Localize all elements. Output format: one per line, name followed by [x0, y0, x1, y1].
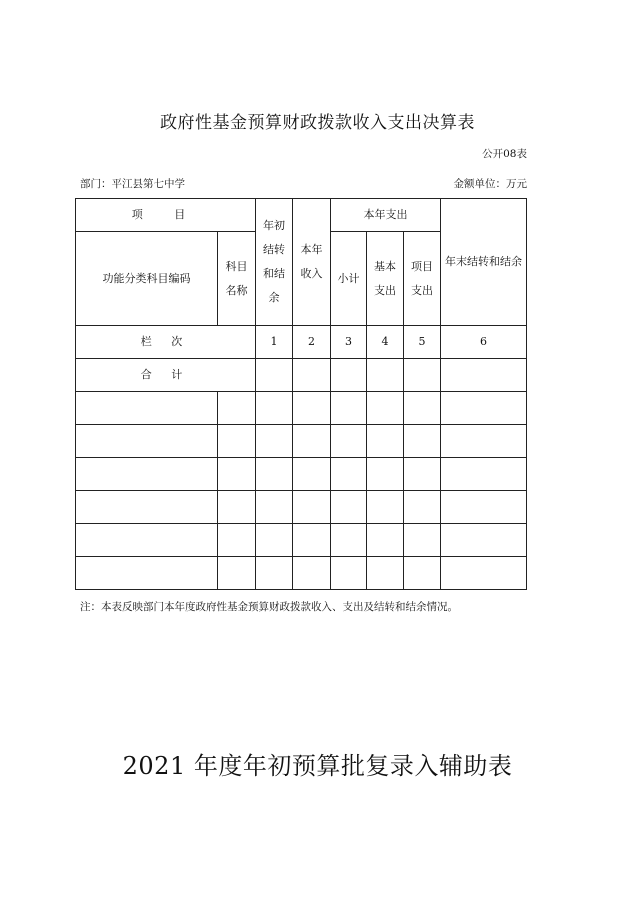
header-begin-balance: 年初结转和结余 [256, 199, 293, 326]
table-cell [218, 557, 256, 590]
table-cell [441, 524, 527, 557]
header-current-income: 本年收入 [293, 199, 331, 326]
table-cell [367, 458, 404, 491]
header-basic-expense: 基本支出 [367, 232, 404, 326]
table-cell [293, 392, 331, 425]
column-number-4: 4 [367, 326, 404, 359]
column-number-5: 5 [404, 326, 441, 359]
table-row [76, 392, 527, 425]
table-cell [441, 458, 527, 491]
table-cell [256, 392, 293, 425]
table-cell [218, 524, 256, 557]
table-cell [367, 524, 404, 557]
total-cell [256, 359, 293, 392]
column-number-row [76, 326, 527, 359]
table-cell [256, 458, 293, 491]
column-number-6: 6 [441, 326, 527, 359]
table-cell [256, 491, 293, 524]
table-cell [293, 557, 331, 590]
table-cell [331, 458, 367, 491]
table-cell [256, 524, 293, 557]
total-cell [331, 359, 367, 392]
header-func-code: 功能分类科目编码 [76, 232, 218, 326]
column-number-1: 1 [256, 326, 293, 359]
table-row [76, 524, 527, 557]
total-row [76, 359, 527, 392]
table-cell [76, 524, 218, 557]
budget-table [75, 198, 527, 590]
total-cell [404, 359, 441, 392]
form-code: 公开08表 [482, 148, 527, 160]
table-cell [218, 491, 256, 524]
table-cell [441, 557, 527, 590]
table-cell [331, 491, 367, 524]
table-row [76, 458, 527, 491]
table-cell [218, 392, 256, 425]
table-cell [441, 392, 527, 425]
table-cell [331, 524, 367, 557]
table-cell [367, 392, 404, 425]
table-cell [76, 392, 218, 425]
table-cell [331, 557, 367, 590]
table-row [76, 557, 527, 590]
table-cell [76, 491, 218, 524]
total-cell [441, 359, 527, 392]
table-cell [441, 491, 527, 524]
total-label: 合 计 [76, 359, 256, 392]
table-cell [331, 425, 367, 458]
header-row-1 [76, 199, 527, 232]
table-cell [76, 458, 218, 491]
table-cell [76, 425, 218, 458]
column-number-2: 2 [293, 326, 331, 359]
total-cell [367, 359, 404, 392]
table-cell [404, 425, 441, 458]
table-cell [218, 458, 256, 491]
header-project-expense: 项目支出 [404, 232, 441, 326]
table-cell [293, 524, 331, 557]
table-cell [404, 458, 441, 491]
total-cell [293, 359, 331, 392]
table-cell [367, 425, 404, 458]
table-cell [76, 557, 218, 590]
table-cell [293, 425, 331, 458]
table-cell [404, 392, 441, 425]
document-title: 政府性基金预算财政拨款收入支出决算表 [160, 113, 475, 133]
table-cell [367, 557, 404, 590]
department-label: 部门：平江县第七中学 [80, 178, 185, 190]
header-subtotal: 小计 [331, 232, 367, 326]
header-end-balance: 年末结转和结余 [441, 199, 527, 326]
table-cell [331, 392, 367, 425]
table-note: 注：本表反映部门本年度政府性基金预算财政拨款收入、支出及结转和结余情况。 [80, 601, 458, 613]
table-row [76, 425, 527, 458]
table-row [76, 491, 527, 524]
table-cell [441, 425, 527, 458]
table-cell [256, 557, 293, 590]
table-cell [256, 425, 293, 458]
header-current-expense: 本年支出 [331, 199, 441, 232]
table-cell [404, 524, 441, 557]
column-number-label: 栏 次 [76, 326, 256, 359]
table-cell [404, 557, 441, 590]
table-cell [293, 458, 331, 491]
table-cell [367, 491, 404, 524]
header-item: 项 目 [76, 199, 256, 232]
unit-label: 金额单位：万元 [453, 178, 527, 190]
header-subject-name: 科目名称 [218, 232, 256, 326]
footer-title: 2021 年度年初预算批复录入辅助表 [122, 752, 513, 780]
table-cell [293, 491, 331, 524]
column-number-3: 3 [331, 326, 367, 359]
table-cell [218, 425, 256, 458]
table-cell [404, 491, 441, 524]
